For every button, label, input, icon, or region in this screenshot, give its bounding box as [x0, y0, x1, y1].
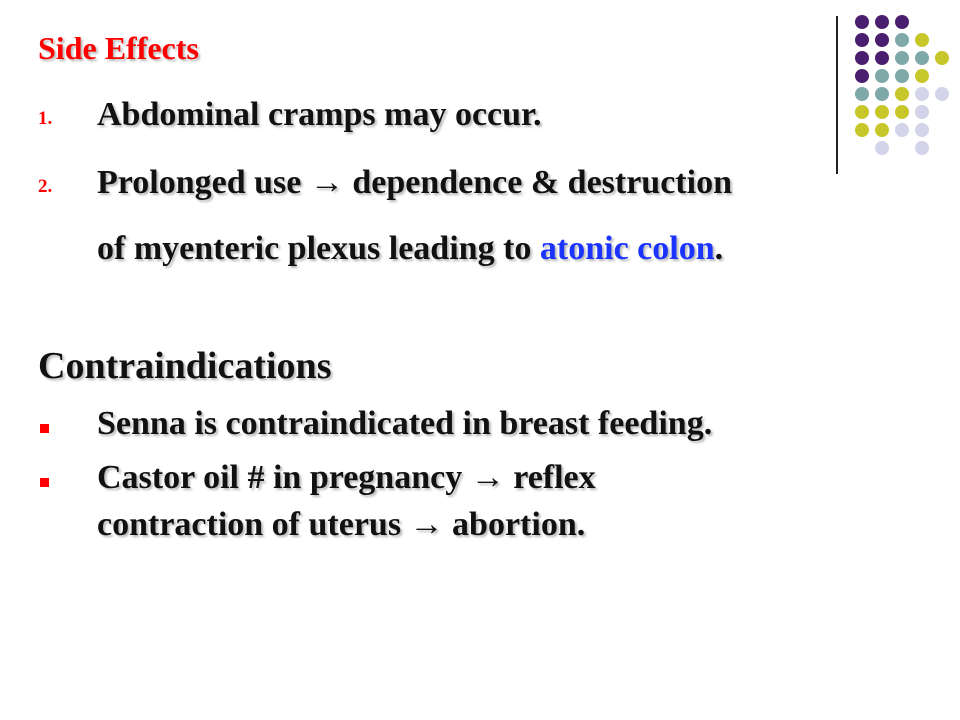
decorative-dot	[855, 15, 869, 29]
contraindication-item-1: Senna is contraindicated in breast feeding.	[97, 405, 713, 442]
side-effect-item-2-line1: Prolonged use → dependence & destruction	[97, 164, 732, 201]
decorative-dot	[915, 51, 929, 65]
decorative-dot	[855, 51, 869, 65]
decorative-dot-grid	[0, 0, 960, 180]
square-bullet-icon	[40, 424, 49, 433]
decorative-dot	[915, 123, 929, 137]
side-effect-item-1: Abdominal cramps may occur.	[97, 96, 542, 133]
decorative-dot	[915, 141, 929, 155]
decorative-dot	[895, 69, 909, 83]
decorative-dot	[875, 51, 889, 65]
decorative-dot	[855, 33, 869, 47]
contraindications-heading: Contraindications	[38, 345, 332, 387]
decorative-dot	[875, 33, 889, 47]
side-effect-item-2-line2-text: of myenteric plexus leading to	[97, 230, 540, 267]
decorative-dot	[875, 69, 889, 83]
decorative-dot	[915, 105, 929, 119]
decorative-dot	[855, 69, 869, 83]
contraindication-item-2-line1: Castor oil # in pregnancy → reflex	[97, 459, 596, 496]
decorative-dot	[855, 105, 869, 119]
side-effect-item-2-line2-end: .	[714, 230, 724, 267]
decorative-dot	[875, 105, 889, 119]
list-number-2: 2.	[38, 176, 53, 197]
list-number-1: 1.	[38, 108, 53, 129]
side-effect-item-2-line2	[97, 230, 723, 268]
decorative-dot	[895, 15, 909, 29]
decorative-dot	[895, 51, 909, 65]
decorative-dot	[875, 15, 889, 29]
decorative-dot	[915, 33, 929, 47]
decorative-dot	[895, 123, 909, 137]
decorative-dot	[915, 69, 929, 83]
square-bullet-icon	[40, 478, 49, 487]
decorative-dot	[935, 51, 949, 65]
decorative-vertical-rule	[836, 16, 838, 174]
decorative-dot	[875, 141, 889, 155]
decorative-dot	[875, 123, 889, 137]
decorative-dot	[895, 105, 909, 119]
decorative-dot	[895, 33, 909, 47]
decorative-dot	[875, 87, 889, 101]
side-effects-heading: Side Effects	[38, 30, 199, 66]
decorative-dot	[855, 123, 869, 137]
atonic-colon-highlight: atonic colon	[539, 230, 715, 267]
contraindication-item-2-line2: contraction of uterus → abortion.	[97, 506, 586, 543]
decorative-dot	[855, 87, 869, 101]
decorative-dot	[935, 87, 949, 101]
decorative-dot	[895, 87, 909, 101]
decorative-dot	[915, 87, 929, 101]
